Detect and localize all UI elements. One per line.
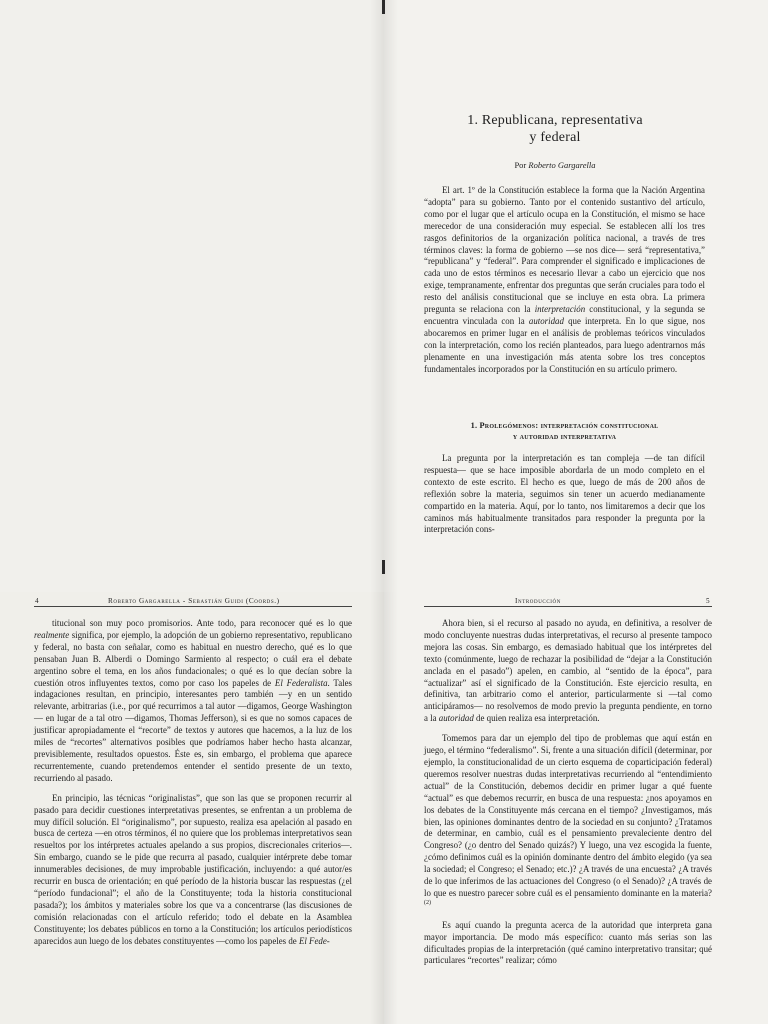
text-run: titucional son muy poco promisorios. Ante todo, para reconocer qué es lo que bbox=[52, 618, 352, 628]
paragraph bbox=[424, 733, 712, 912]
paragraph bbox=[424, 618, 712, 725]
text-run: Ahora bien, si el recurso al pasado no ayuda, en definitiva, a resolver de modo concluyente nuestras dudas interpretativas, el recurso al presente tampoco mejora las cosas. Sin embargo, es demasiado habitual que los intérpretes del texto (comúnmente, luego de rechazar la posibilidad de “dejar a la Constitución anclada en el pasado”) apelen, en cambio, al “sentido de la época”, para “actualizar” así el significado de la Constitución. Este ejercicio resulta, en definitiva, tan arbitrario como el anterior, particularmente si —tal como anticipáramos— no resolvemos de modo previo la pregunta pendiente, en torno a la bbox=[424, 618, 712, 724]
spine-mark-top bbox=[382, 0, 385, 14]
text-run: que interpreta. En lo que sigue, nos abocaremos en primer lugar en el análisis de problemas teóricos vinculados con la interpretación, como los recién planteados, para luego adentrarnos más plenamente en una investigación más atenta sobre los tres conceptos fundamentales incorporados por la Constitución en su artículo primero. bbox=[424, 315, 705, 374]
running-head-rule-left bbox=[34, 606, 352, 607]
text-run: de quien realiza esa interpretación. bbox=[473, 713, 600, 724]
running-head-rule-right bbox=[424, 606, 712, 607]
section-text bbox=[424, 453, 705, 536]
text-run: En principio, las técnicas “originalistas”, que son las que se proponen recurrir al pasado para decidir cuestiones interpretativas presentes, se enfrentan a un problema de muy difícil solución. El “originalismo”, por supuesto, realiza esa apelación al pasado en busca de certeza —en otros términos, él no quiere que los problemas interpretativos sean resueltos por los intérpretes actuales apelando a sus propios, discrecionales criterios—. Sin embargo, cuando se le pide que recurra al pasado, cualquier intérprete debe tomar innumerables decisiones, de muy improbable justificación, incluyendo: a qué autor/es recurrir en busca de orientación; en qué período de la historia buscar las respuestas (¿el “período fundacional”; el año de la Constituyente; toda la historia constitucional pasada?); los ámbitos y materiales sobre los que va a concentrarse (las discusiones de comisión relacionadas con el artículo referido; todo el debate en la Asamblea Constituyente; los debates públicos en torno a la Constitución; los artículos periodísticos aparecidos aun luego de los debates constituyentes —como los papeles de bbox=[34, 792, 352, 946]
section-heading bbox=[424, 420, 705, 442]
page-number-left: 4 bbox=[35, 597, 40, 605]
paragraph bbox=[34, 793, 352, 948]
text-run: . Tales indagaciones resultan, en principio, interesantes pero también —y en un sentido relevante, arbitrarias (i.e., por qué recurrimos a tal autor —digamos, George Washington— en lugar de a tal otro —digamos, Thomas Jefferson), si es que no somos capaces de justificar apropiadamente el “recorte” de textos y autores que hacemos, a la luz de los miles de “recortes” alternativos posibles que podríamos haber hecho hasta alcanzar, previsiblemente, resultados opuestos. Éste es, sin embargo, el problema que aparece recurrentemente, cuando pretendemos entender el sentido presente de un texto, recurriendo al pasado. bbox=[34, 677, 352, 783]
italic-text: realmente bbox=[34, 629, 70, 640]
italic-text: autoridad bbox=[528, 315, 564, 326]
paragraph bbox=[424, 920, 712, 968]
footnote-marker: (2) bbox=[424, 899, 431, 906]
text-run: Es aquí cuando la pregunta acerca de la autoridad que interpreta gana mayor importancia. De modo más específico: cuanto más serias son las dificultades propias de la interpretación (qué camino interpretativo transitar; qué particulares “recortes” realizar; cómo bbox=[424, 919, 712, 966]
byline-author: Roberto Gargarella bbox=[528, 160, 596, 170]
chapter-title bbox=[440, 112, 670, 146]
text-run: Tomemos para dar un ejemplo del tipo de problemas que aquí están en juego, el término “federalismo”. Si, frente a una situación difícil (determinar, por ejemplo, la constitucionalidad de un cierto esquema de coparticipación federal) queremos resolver nuestras dudas interpretativas recurriendo al “entendimiento actual” de la Constitución, debemos decidir en primer lugar a qué fuente “actual” es que debemos recurrir, en busca de una respuesta: ¿nos apoyamos en los debates de la Constituyente más cercana en el tiempo? ¿Investigamos, más bien, las opiniones dominantes dentro de la sociedad en su conjunto? ¿Tratamos de determinar, en cambio, cuál es el pensamiento prevaleciente dentro del Congreso? (¿o dentro del Senado quizás?) Y luego, una vez escogida la fuente, ¿cómo definimos cuál es la opinión dominante dentro del ámbito elegido (ya sea la sociedad; el Congreso; el Senado; etc.)? ¿A través de una encuesta? ¿A través de lo que inferimos de las actuaciones del Congreso (o el Senado)? ¿A través de lo que es nuestro parecer sobre cuál es el pensamiento dominante en la materia? bbox=[424, 733, 712, 898]
paragraph bbox=[34, 618, 352, 785]
italic-text: El Federalista bbox=[274, 677, 328, 688]
blank-page-2 bbox=[0, 0, 384, 592]
page-4-text bbox=[34, 618, 352, 947]
chapter-title-line-1: 1. Republicana, representativa bbox=[467, 113, 643, 128]
text-run: La pregunta por la interpretación es tan compleja —de tan difícil respuesta— que se hace imposible abordarla de un modo completo en el contexto de este escrito. El hecho es que, luego de más de 200 años de reflexión sobre la materia, seguimos sin tener un acuerdo medianamente compartido en la materia. Aquí, por lo tanto, nos limitaremos a decir que los caminos más habitualmente transitados para responder la pregunta por la interpretación cons- bbox=[424, 453, 705, 535]
byline-prefix: Por bbox=[514, 160, 527, 170]
spine-mark-middle bbox=[382, 560, 385, 574]
text-run: constitucional, y la segunda se encuentra vinculada con la bbox=[424, 304, 705, 326]
paragraph bbox=[424, 185, 705, 376]
section-heading-line-2: y autoridad interpretativa bbox=[512, 432, 617, 441]
paragraph bbox=[424, 453, 705, 536]
text-run: significa, por ejemplo, la adopción de un gobierno representativo, republicano y federal, no basta con señalar, como es habitual en nuestro derecho, qué es lo que pensaban Juan B. Alberdi o Domingo Sarmiento al respecto; o cuál era el debate argentino sobre el tema, en los años fundacionales; o qué es lo que decían sobre la cuestión otros influyentes textos, como por caso los papeles de bbox=[34, 629, 352, 688]
italic-text: autoridad bbox=[438, 713, 474, 724]
section-heading-line-1: 1. Prolegómenos: interpretación constitucional bbox=[470, 421, 659, 430]
byline bbox=[420, 160, 690, 170]
running-head-left: Roberto Gargarella - Sebastián Guidi (Coords.) bbox=[108, 597, 280, 605]
chapter-title-line-2: y federal bbox=[529, 130, 581, 145]
text-run: El art. 1º de la Constitución establece la forma que la Nación Argentina “adopta” para su gobierno. Tanto por el contenido sustantivo del artículo, como por el lugar que el artículo ocupa en la Constitución, el mismo se hace merecedor de una consideración muy especial. Se establecen allí los tres rasgos definitorios de la organización política nacional, a través de tres términos claves: la forma de gobierno —se nos dice— será “representativa,” “republicana” y “federal”. Para comprender el significado e implicaciones de cada uno de estos términos es necesario llevar a cabo un ejercicio que nos exige, tempranamente, enfrentar dos preguntas que serán cruciales para todo el resto del análisis constitucional que se incluye en esta obra. La primera pregunta se relaciona con la bbox=[424, 185, 705, 315]
italic-text: El Fede- bbox=[298, 935, 330, 946]
page-5-text bbox=[424, 618, 712, 967]
page-number-right: 5 bbox=[706, 597, 711, 605]
italic-text: interpretación bbox=[534, 304, 586, 315]
running-head-right: Introducción bbox=[515, 597, 561, 605]
intro-text bbox=[424, 185, 705, 376]
